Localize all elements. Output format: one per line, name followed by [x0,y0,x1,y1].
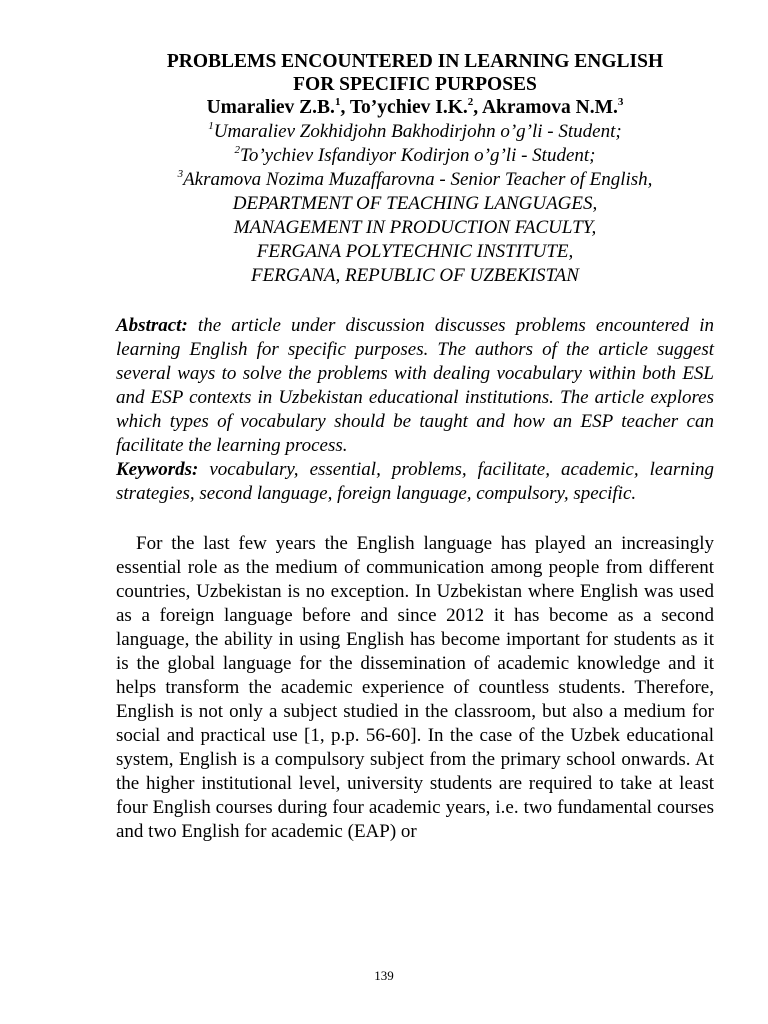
author-name: Umaraliev Z.B. [206,97,335,118]
paper-title-line-1: PROBLEMS ENCOUNTERED IN LEARNING ENGLISH [166,51,664,72]
author-name: To’ychiev I.K. [349,97,468,118]
institution-line: DEPARTMENT OF TEACHING LANGUAGES, [232,193,598,214]
institution-line: FERGANA, REPUBLIC OF UZBEKISTAN [251,265,579,286]
paper-page [116,50,714,844]
affiliation-text: To’ychiev Isfandiyor Kodirjon o’g’li - Student; [240,145,596,166]
author-line [116,96,714,120]
body-section [116,532,714,844]
author-name: Akramova N.M. [481,97,618,118]
paper-title-line-2: FOR SPECIFIC PURPOSES [293,74,537,95]
affiliation-line [116,144,714,168]
affiliation-superscript: 2 [234,143,240,156]
abstract-label: Abstract: [116,315,188,336]
institution-line: FERGANA POLYTECHNIC INSTITUTE, [256,241,574,262]
keywords-text: vocabulary, essential, problems, facilitate, academic, learning strategies, second language, foreign language, compulsory, specific. [116,459,714,504]
author-superscript: 2 [467,95,474,108]
affiliation-text: Akramova Nozima Muzaffarovna - Senior Teacher of English, [183,169,653,190]
affiliation-text: Umaraliev Zokhidjohn Bakhodirjohn o’g’li - Student; [213,121,622,142]
affiliation-line [116,120,714,144]
affiliation-superscript: 3 [177,167,184,180]
body-paragraph: For the last few years the English language has played an increasingly essential role as the medium of communication among people from different countries, Uzbekistan is no exception. In Uzbekistan where English was used as a foreign language before and since 2012 it has become as a second language, the ability in using English has become important for students as it is the global language for the dissemination of academic knowledge and it helps transform the academic experience of countless students. Therefore, English is not only a subject studied in the classroom, but also a medium for social and practical use [1, p.p. 56-60]. In the case of the Uzbek educational system, English is a compulsory subject from the primary school onwards. At the higher institutional level, university students are required to take at least four English courses during four academic years, i.e. two fundamental courses and two English for academic (EAP) or [116,533,714,842]
affiliation-superscript: 1 [208,119,214,132]
abstract-text: the article under discussion discusses problems encountered in learning English for specific purposes. The authors of the article suggest several ways to solve the problems with dealing vocabulary within both ESL and ESP contexts in Uzbekistan educational institutions. The article explores which types of vocabulary should be taught and how an ESP teacher can facilitate the learning process. [116,315,714,456]
abstract-paragraph [116,314,714,458]
keywords-paragraph [116,458,714,506]
author-superscript: 1 [334,95,341,108]
affiliation-line [116,168,714,192]
author-separator: , [340,97,350,118]
page-number: 139 [374,968,394,983]
author-superscript: 3 [617,95,624,108]
institution-line: MANAGEMENT IN PRODUCTION FACULTY, [233,217,597,238]
abstract-section [116,314,714,506]
keywords-label: Keywords: [116,459,199,480]
author-separator: , [473,97,482,118]
